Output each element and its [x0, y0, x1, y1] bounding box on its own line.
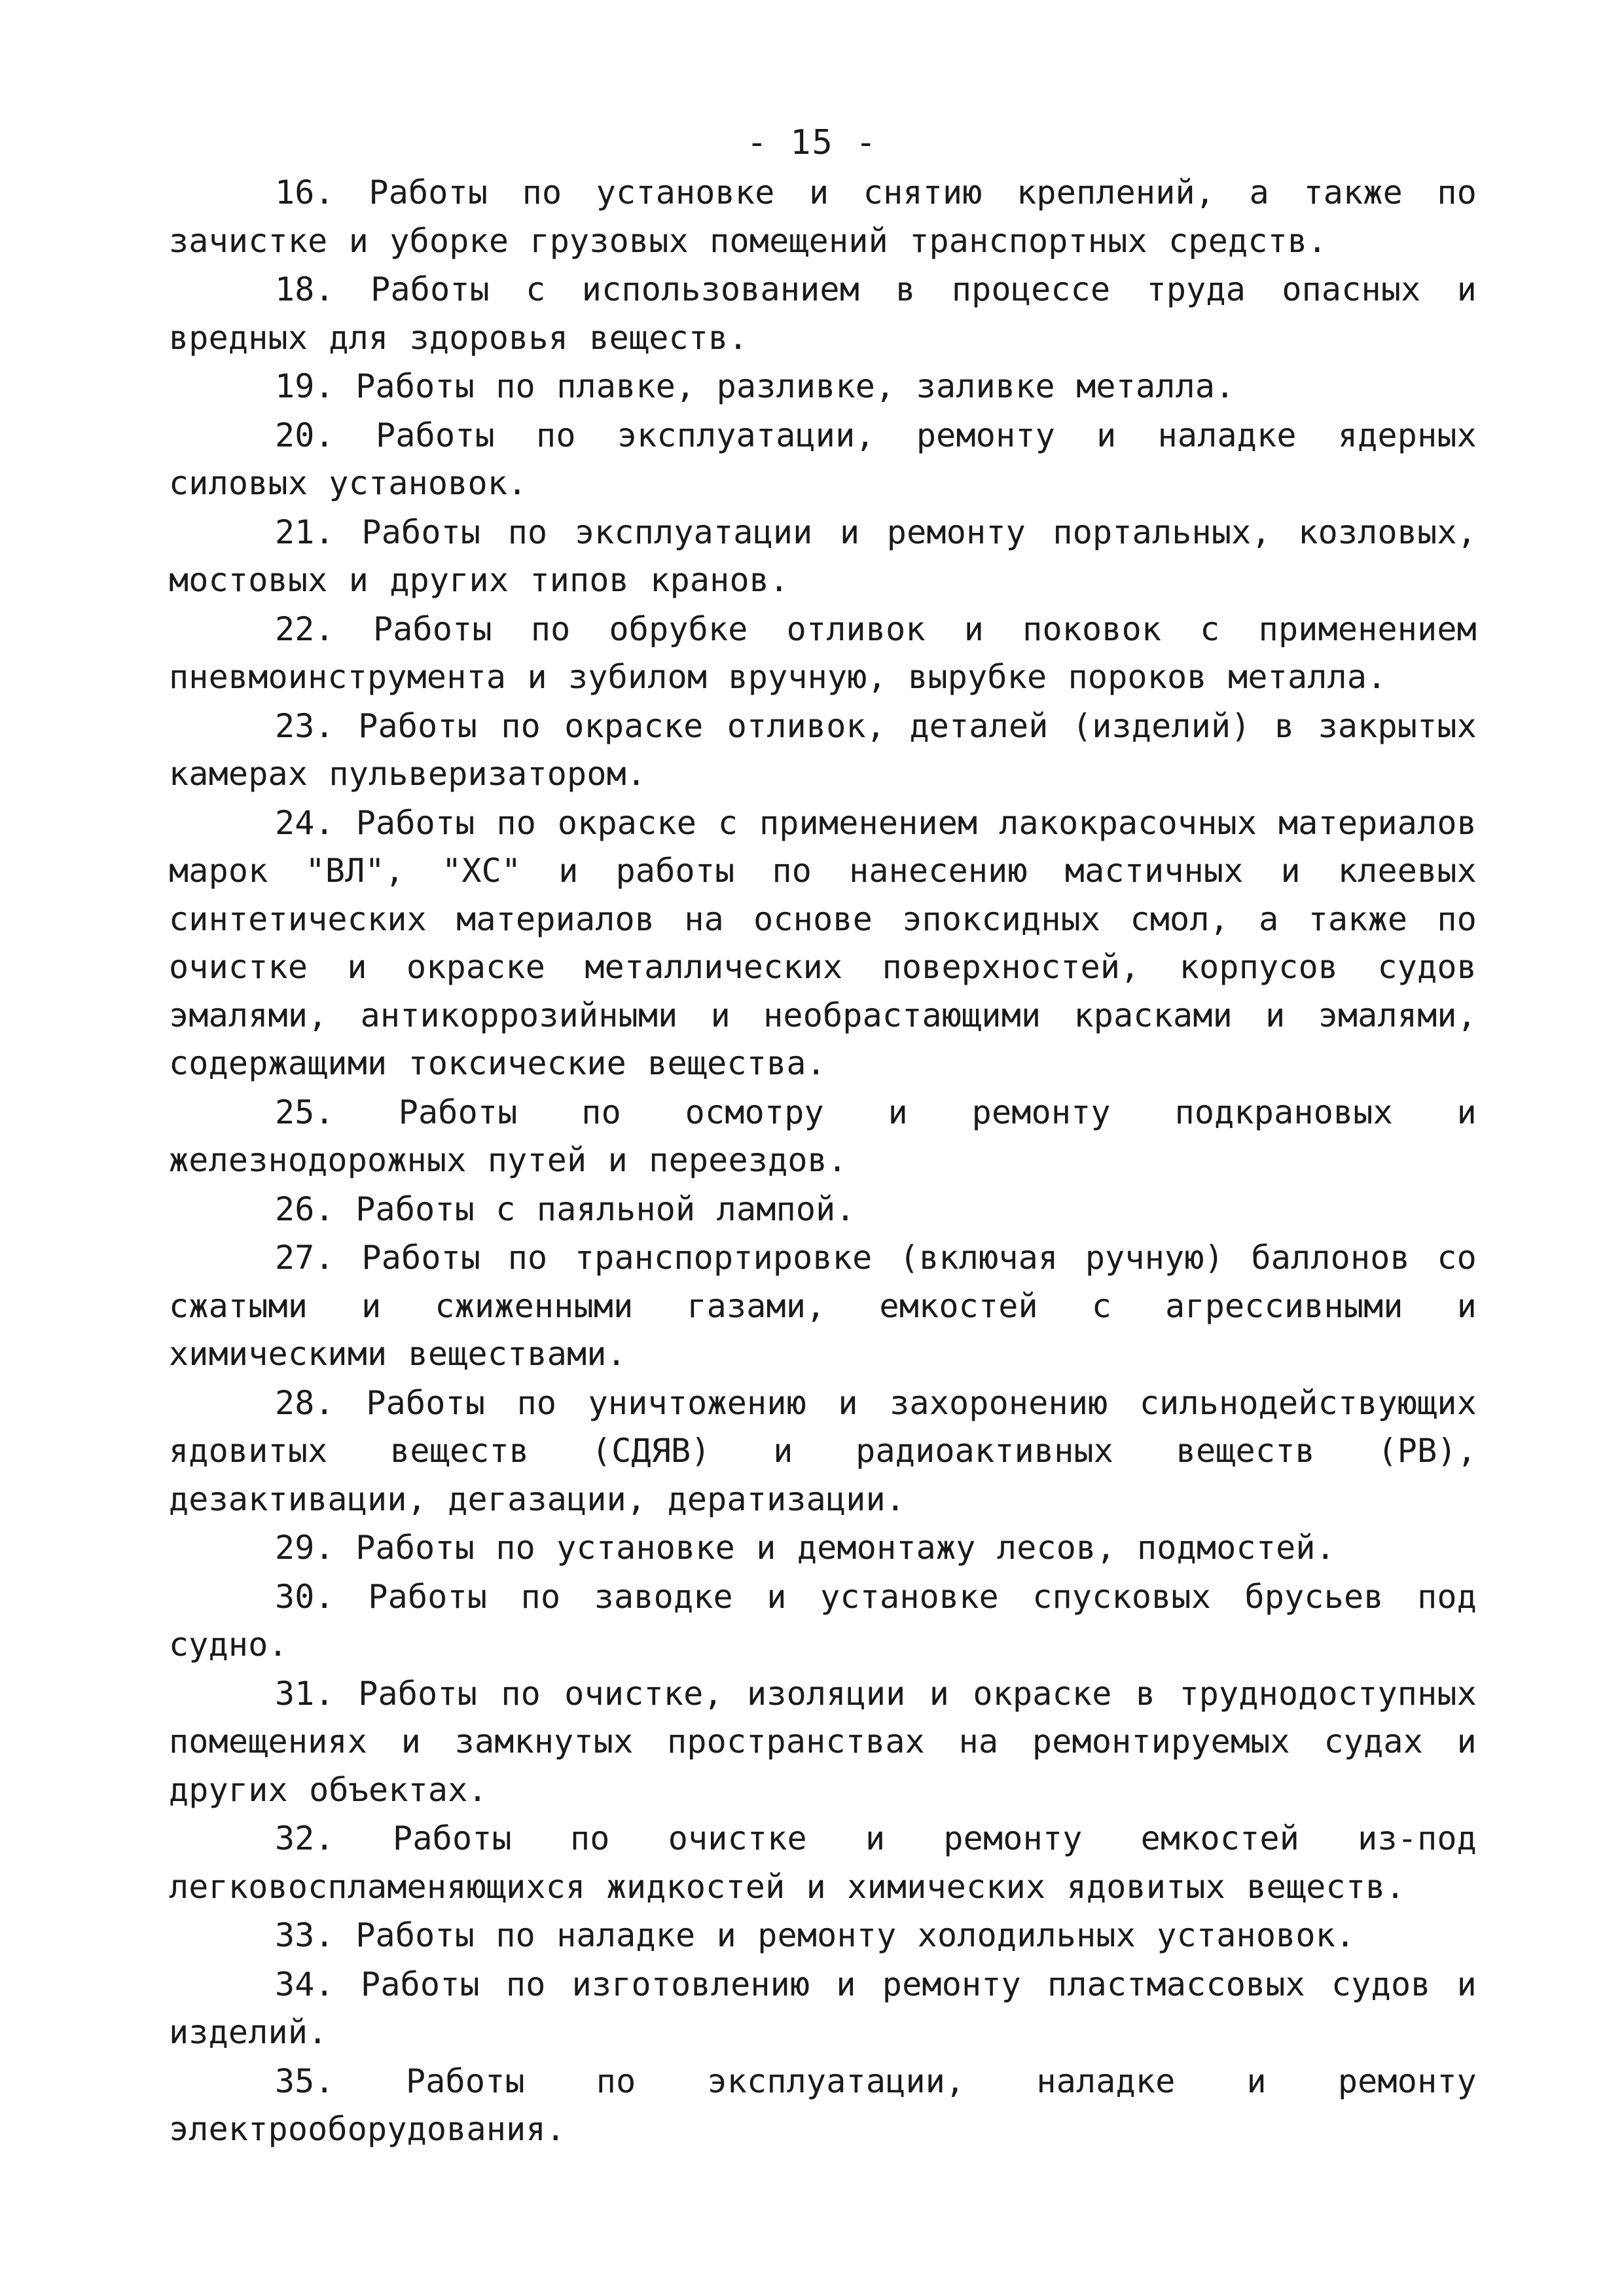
list-item: 26. Работы с паяльной лампой. — [275, 1190, 856, 1228]
list-item: 16. Работы по установке и снятию креплений, а также по зачистке и уборке грузовых помещений транспортных средств. — [169, 173, 1477, 260]
list-item: 18. Работы с использованием в процессе труда опасных и вредных для здоровья веществ. — [169, 270, 1477, 357]
list-item: 25. Работы по осмотру и ремонту подкрановых и железнодорожных путей и переездов. — [169, 1093, 1477, 1179]
list-item: 24. Работы по окраске с применением лакокрасочных материалов марок "ВЛ", "ХС" и работы по нанесению мастичных и клеевых синтетических материалов на основе эпоксидных смол, а также по очистке и окраске металлических поверхностей, корпусов судов эмалями, антикоррозийными и необрастающими красками и эмалями, содержащими токсические вещества. — [169, 803, 1477, 1082]
work-list — [169, 169, 1477, 2155]
list-item: 30. Работы по заводке и установке спусковых брусьев под судно. — [169, 1577, 1477, 1664]
list-item: 23. Работы по окраске отливок, деталей (изделий) в закрытых камерах пульверизатором. — [169, 706, 1477, 793]
list-item: 27. Работы по транспортировке (включая ручную) баллонов со сжатыми и сжиженными газами, емкостей с агрессивными и химическими веществами. — [169, 1239, 1477, 1373]
list-item: 22. Работы по обрубке отливок и поковок с применением пневмоинструмента и зубилом вручную, вырубке пороков металла. — [169, 610, 1477, 696]
list-item: 28. Работы по уничтожению и захоронению сильнодействующих ядовитых веществ (СДЯВ) и радиоактивных веществ (РВ), дезактивации, дегазации, дератизации. — [169, 1383, 1477, 1518]
list-item: 31. Работы по очистке, изоляции и окраске в труднодоступных помещениях и замкнутых пространствах на ремонтируемых судах и других объектах. — [169, 1674, 1477, 1809]
list-item: 34. Работы по изготовлению и ремонту пластмассовых судов и изделий. — [169, 1965, 1477, 2051]
list-item: 19. Работы по плавке, разливке, заливке металла. — [275, 367, 1235, 405]
list-item: 20. Работы по эксплуатации, ремонту и наладке ядерных силовых установок. — [169, 416, 1477, 502]
list-item: 35. Работы по эксплуатации, наладке и ремонту электрооборудования. — [169, 2062, 1477, 2148]
list-item: 29. Работы по установке и демонтажу лесов, подмостей. — [275, 1529, 1336, 1567]
list-item: 21. Работы по эксплуатации и ремонту портальных, козловых, мостовых и других типов кранов. — [169, 513, 1477, 599]
list-item: 33. Работы по наладке и ремонту холодильных установок. — [275, 1916, 1356, 1954]
list-item: 32. Работы по очистке и ремонту емкостей из-под легковоспламеняющихся жидкостей и химических ядовитых веществ. — [169, 1819, 1477, 1906]
page-number: - 15 - — [746, 123, 878, 162]
